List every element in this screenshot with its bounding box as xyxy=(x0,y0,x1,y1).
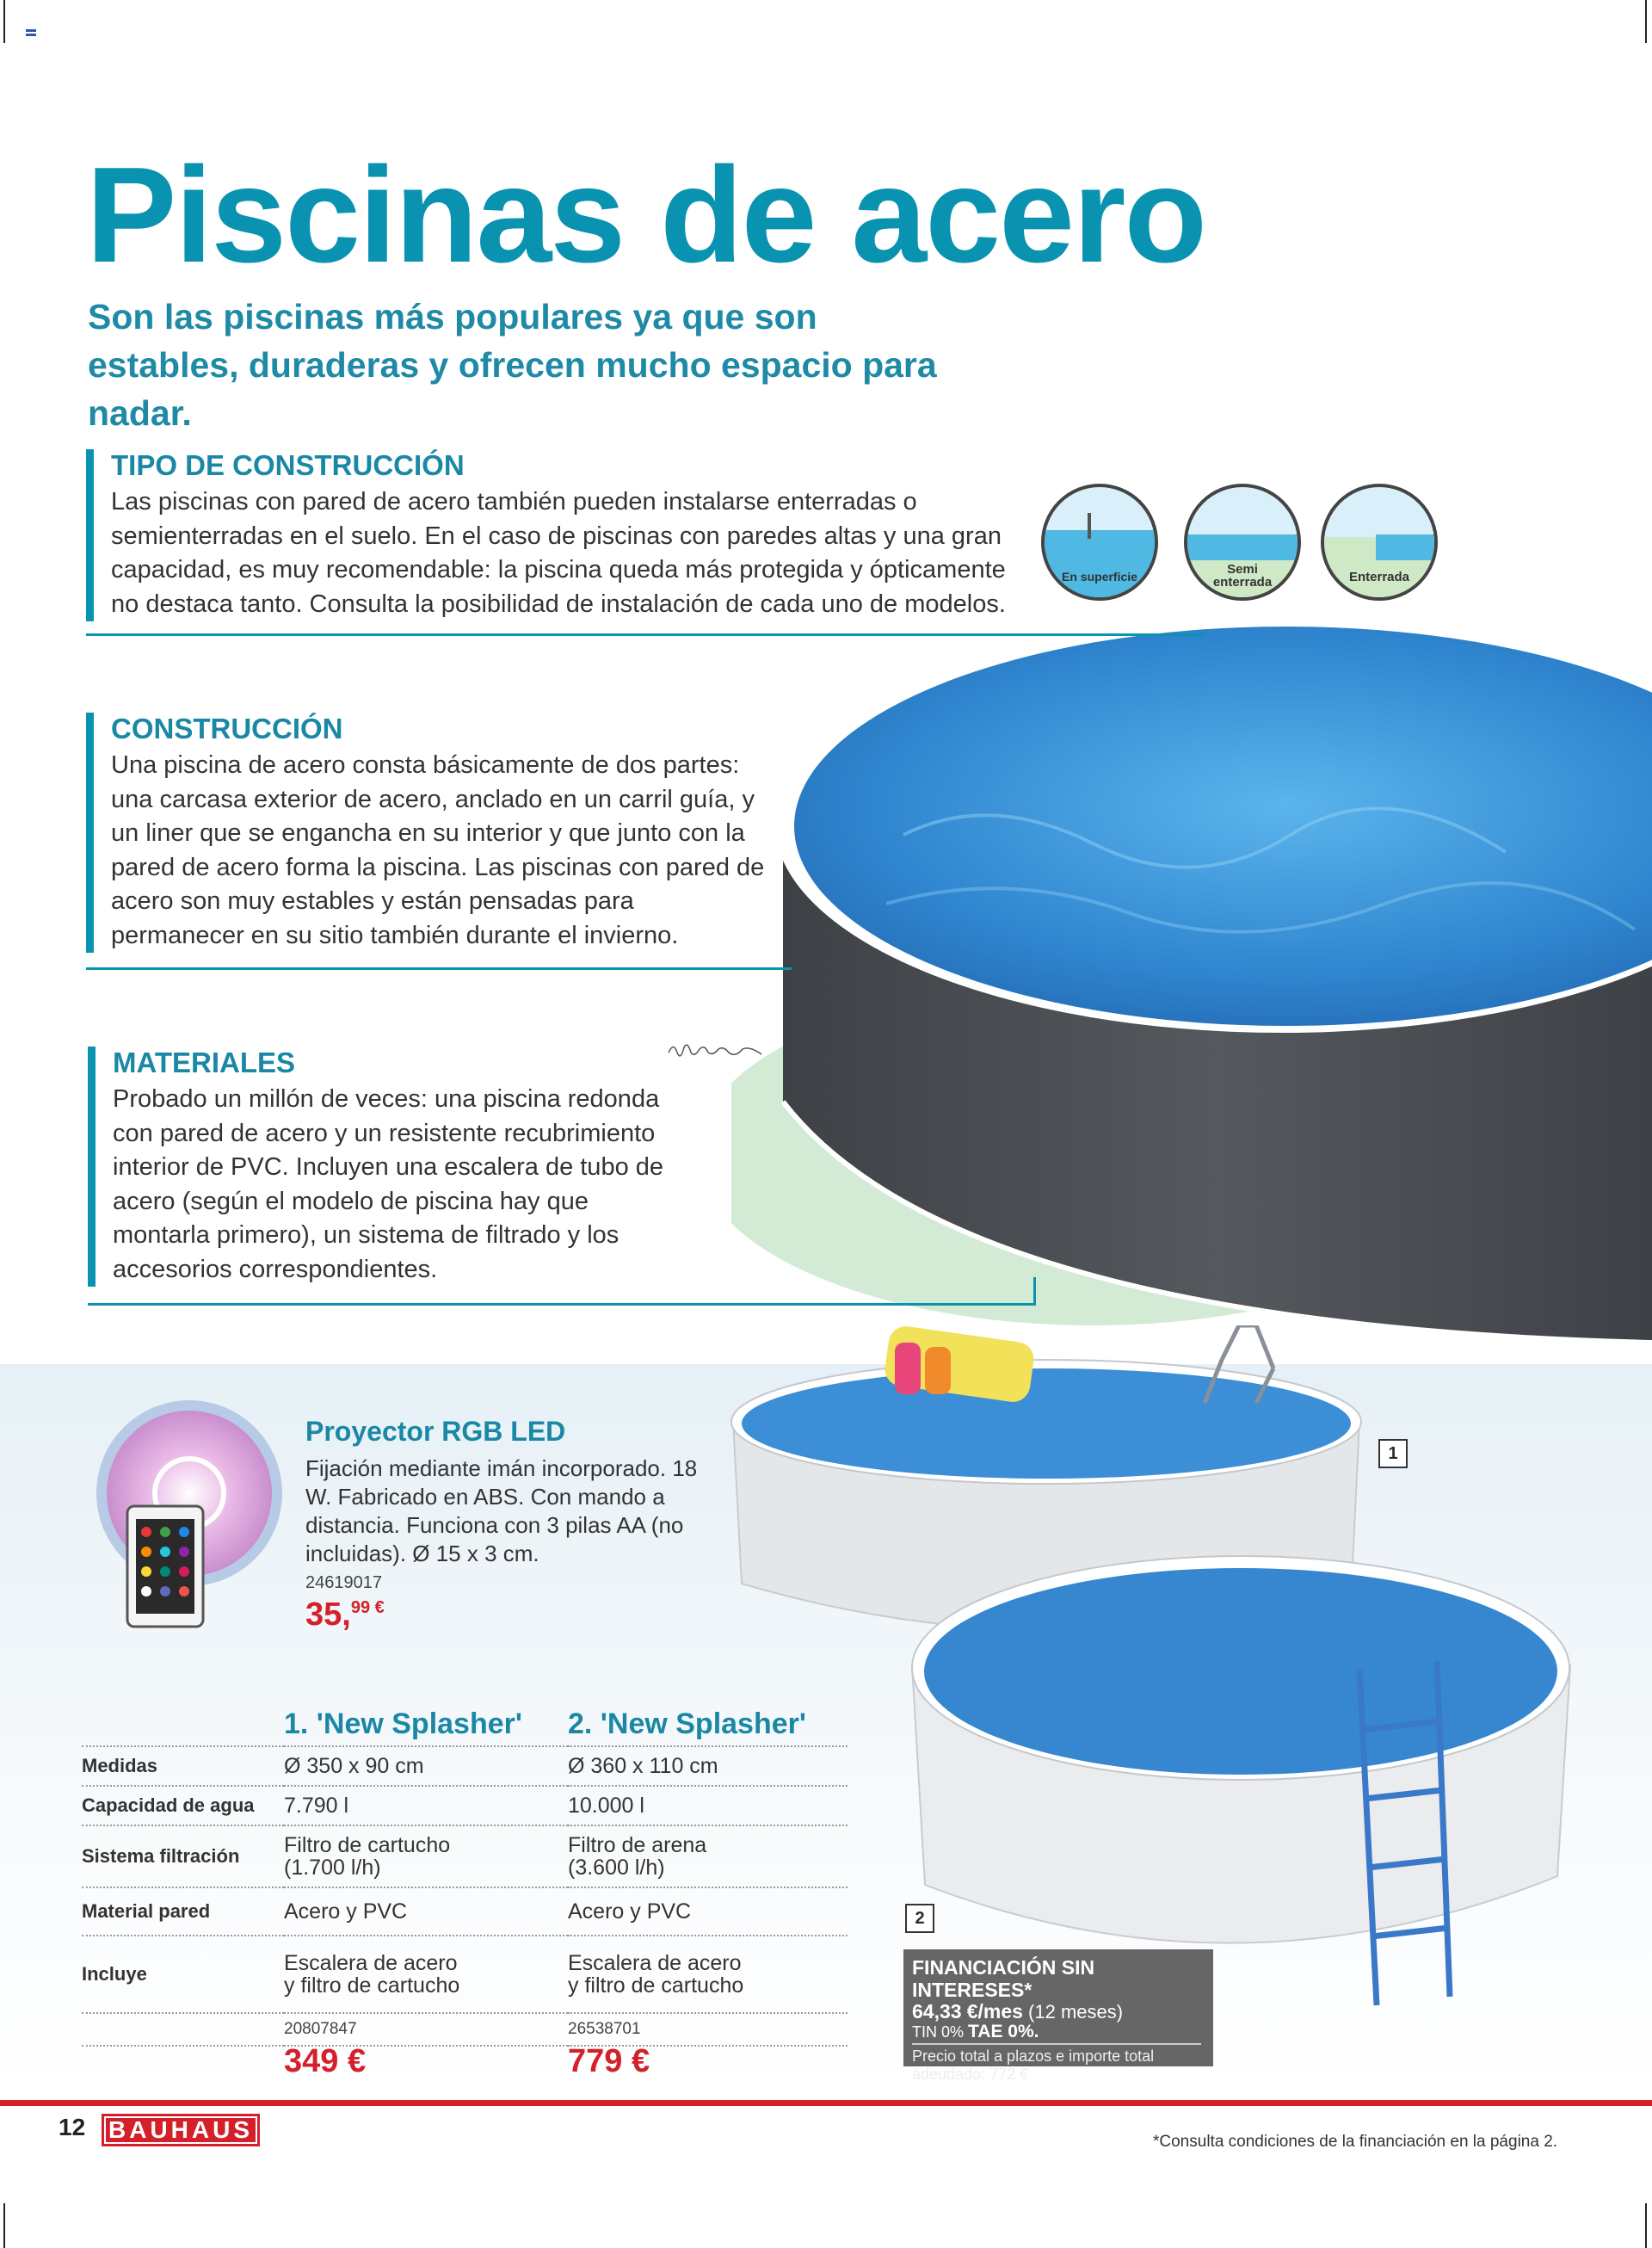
financing-title: FINANCIACIÓN SIN INTERESES* xyxy=(912,1956,1095,2001)
product-code: 20807847 xyxy=(284,2013,568,2046)
table-row xyxy=(82,1746,848,1786)
crop-mark xyxy=(3,2203,5,2248)
badge-label: Enterrada xyxy=(1348,570,1410,584)
section-body: Una piscina de acero consta básicamente de dos partes: una carcasa exterior de acero, anclado en un carril guía, y un liner que se engancha en su interior y que junto con la pared de acero forma la piscina. Las piscinas con pared de acero son muy estables y están pensadas para permanecer en su sitio también durante el invierno. xyxy=(111,751,765,949)
new-splasher-pools-image xyxy=(723,1325,1583,2048)
steel-pool-illustration xyxy=(731,620,1652,1377)
scribble-icon xyxy=(667,1037,766,1063)
cell: 7.790 l xyxy=(284,1786,568,1825)
section-body: Las piscinas con pared de acero también pueden instalarse enterradas o semienterradas en el suelo. En el caso de piscinas con paredes altas y una gran capacidad, es muy recomendable: la piscina queda más protegida y ópticamente no destaca tanto. Consulta la posibilidad de instalación de cada uno de modelos. xyxy=(111,488,1006,618)
section-divider xyxy=(88,1303,1036,1306)
cell: 10.000 l xyxy=(568,1786,848,1825)
specs-corner xyxy=(82,1702,284,1746)
image-label-2: 2 xyxy=(905,1904,934,1933)
table-row xyxy=(82,1786,848,1825)
cell: Filtro de cartucho (1.700 l/h) xyxy=(284,1825,568,1887)
cell: Filtro de arena (3.600 l/h) xyxy=(568,1825,848,1887)
amount-value: 64,33 xyxy=(912,2000,962,2023)
price-int: 35, xyxy=(305,1596,351,1633)
tae-value: TAE 0%. xyxy=(968,2022,1039,2041)
crop-mark xyxy=(1645,0,1647,43)
install-semi-buried-badge xyxy=(1184,484,1301,601)
table-row xyxy=(82,1825,848,1887)
model-1-header: 1. 'New Splasher' xyxy=(284,1702,568,1746)
pool-2-water xyxy=(924,1568,1557,1775)
page-title: Piscinas de acero xyxy=(86,139,1205,291)
amount-unit: €/mes xyxy=(966,2000,1023,2023)
row-label: Medidas xyxy=(82,1746,284,1786)
badge-label: Semi enterrada xyxy=(1212,562,1273,590)
projector-title: Proyector RGB LED xyxy=(305,1416,566,1447)
price-dec: 99 € xyxy=(350,1598,385,1617)
footer-rule xyxy=(0,2100,1652,2106)
cell: Ø 360 x 110 cm xyxy=(568,1746,848,1786)
section-materials xyxy=(88,1047,663,1287)
cell: Escalera de acero y filtro de cartucho xyxy=(568,1936,848,2013)
pool-float xyxy=(895,1343,921,1394)
footnote: *Consulta condiciones de la financiación en la página 2. xyxy=(1153,2133,1558,2151)
financing-rates xyxy=(912,2023,1201,2045)
specs-table xyxy=(82,1702,848,2079)
product-code: 26538701 xyxy=(568,2013,848,2046)
install-buried-badge xyxy=(1321,484,1438,601)
row-label: Capacidad de agua xyxy=(82,1786,284,1825)
color-bar-icon xyxy=(26,34,36,36)
section-construction xyxy=(86,713,765,953)
section-construction-type xyxy=(86,449,1014,621)
table-row xyxy=(82,2046,848,2072)
table-row xyxy=(82,1887,848,1936)
crop-mark xyxy=(1645,2203,1647,2248)
section-heading: TIPO DE CONSTRUCCIÓN xyxy=(111,449,465,481)
cell: Acero y PVC xyxy=(284,1887,568,1936)
bauhaus-logo: BAUHAUS xyxy=(102,2114,260,2146)
section-body: Probado un millón de veces: una piscina redonda con pared de acero y un resistente recubrimiento interior de PVC. Incluyen una escalera de tubo de acero (según el modelo de piscina hay que montarla primero), un sistema de filtrado y los accesorios correspondientes. xyxy=(113,1085,664,1283)
pool-float xyxy=(925,1347,951,1394)
section-divider xyxy=(1033,1277,1036,1305)
cell: Ø 350 x 90 cm xyxy=(284,1746,568,1786)
projector-code: 24619017 xyxy=(305,1573,382,1592)
install-surface-badge xyxy=(1041,484,1158,601)
row-label: Material pared xyxy=(82,1887,284,1936)
row-label: Incluye xyxy=(82,1936,284,2013)
image-label-1: 1 xyxy=(1378,1439,1408,1468)
financing-box xyxy=(903,1949,1213,2083)
table-row xyxy=(82,1936,848,2013)
table-row xyxy=(82,2013,848,2046)
model-2-header: 2. 'New Splasher' xyxy=(568,1702,848,1746)
row-label: Sistema filtración xyxy=(82,1825,284,1887)
section-divider xyxy=(86,633,1205,636)
financing-total: Precio total a plazos e importe total adeudado: 772 € xyxy=(912,2047,1155,2083)
crop-mark xyxy=(3,0,5,43)
price-model-1: 349 € xyxy=(284,2043,367,2079)
cell: Escalera de acero y filtro de cartucho xyxy=(284,1936,568,2013)
projector-description: Fijación mediante imán incorporado. 18 W. Fabricado en ABS. Con mando a distancia. Funciona con 3 pilas AA (no incluidas). Ø 15 x 3 cm. xyxy=(305,1455,698,1566)
price-model-2: 779 € xyxy=(568,2043,650,2079)
page-number: 12 xyxy=(59,2114,86,2140)
badge-label: En superficie xyxy=(1062,570,1137,584)
page-subtitle: Son las piscinas más populares ya que son estables, duraderas y ofrecen mucho espacio para nadar. xyxy=(88,297,937,433)
financing-amount xyxy=(912,2001,1213,2023)
tin-value: TIN 0% xyxy=(912,2023,965,2041)
rgb-led-projector-image xyxy=(86,1399,293,1631)
pool-1-water xyxy=(742,1368,1351,1479)
row-label xyxy=(82,2046,284,2072)
row-label xyxy=(82,2013,284,2046)
amount-term: (12 meses) xyxy=(1028,2001,1124,2023)
section-heading: MATERIALES xyxy=(113,1047,296,1078)
projector-price xyxy=(305,1596,385,1634)
section-heading: CONSTRUCCIÓN xyxy=(111,713,343,744)
color-bar-icon xyxy=(26,29,36,32)
cell: Acero y PVC xyxy=(568,1887,848,1936)
section-divider xyxy=(86,967,792,970)
